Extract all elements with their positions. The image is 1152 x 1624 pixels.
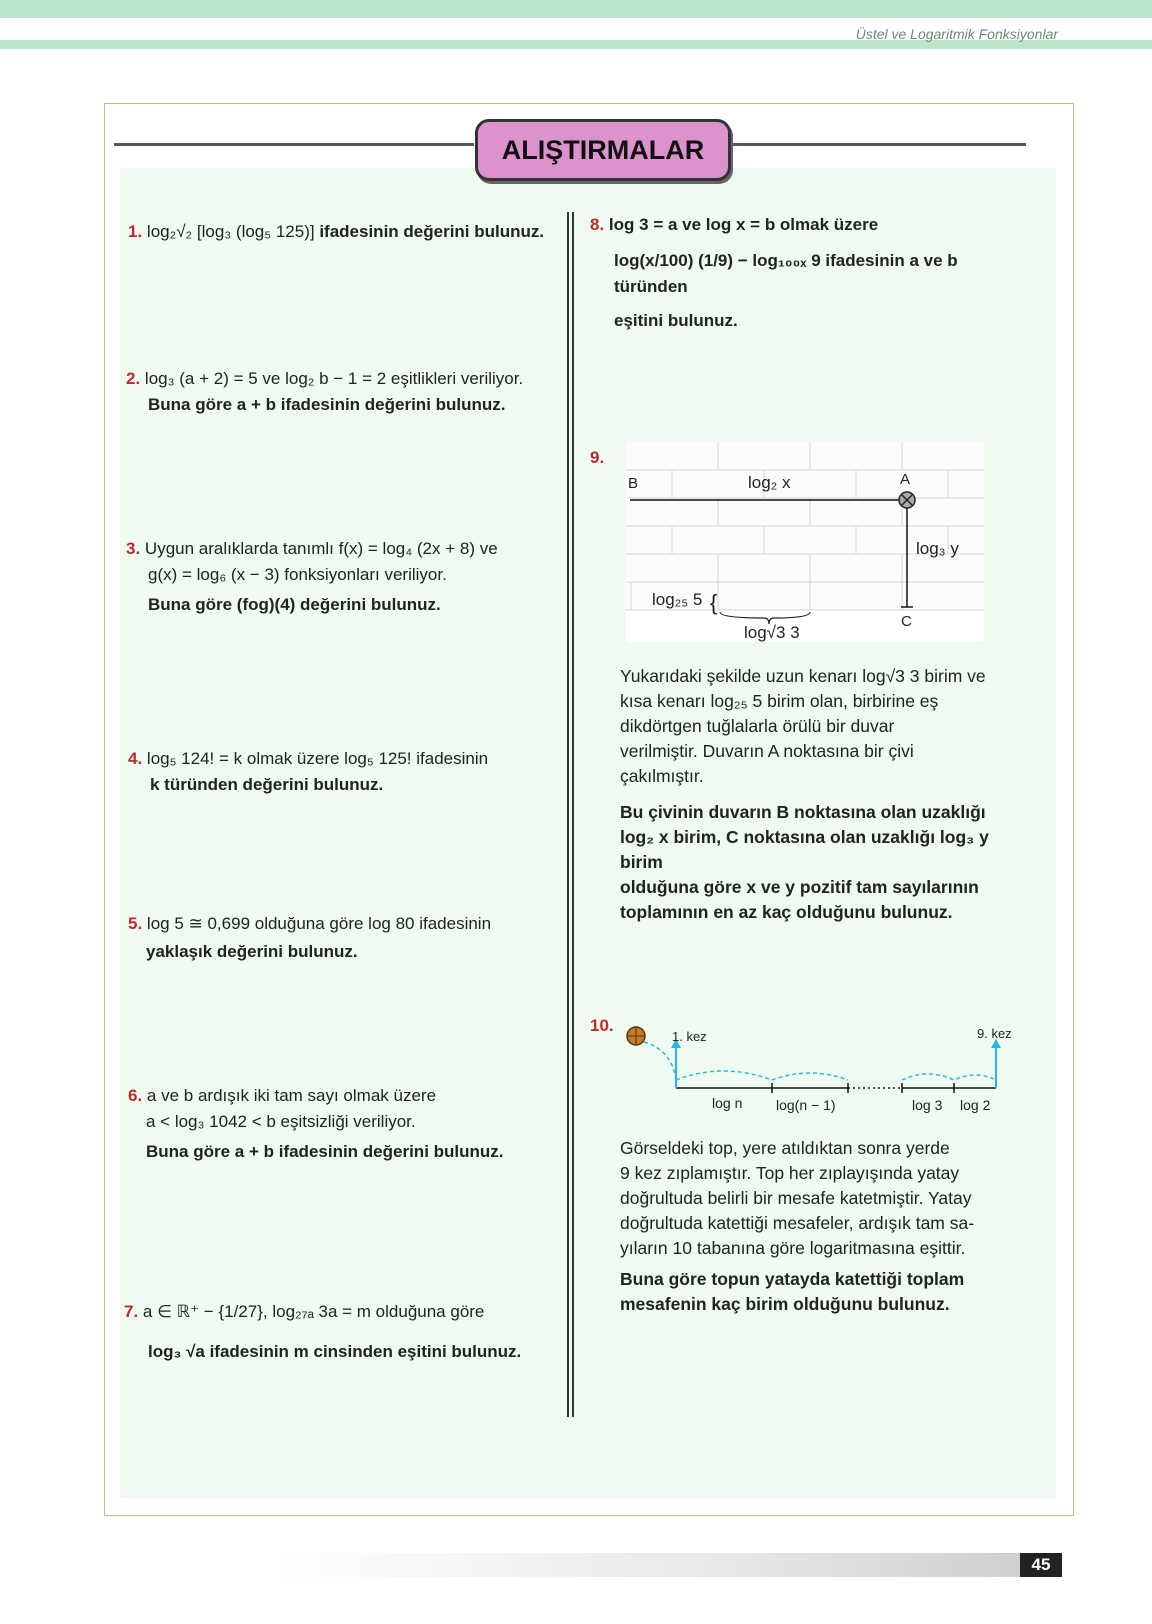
label-log-2: log 2 — [960, 1097, 991, 1113]
q4-line-1: log₅ 124! = k olmak üzere log₅ 125! ifadesinin — [146, 749, 489, 768]
footer-bar — [280, 1553, 1020, 1577]
column-divider-right — [572, 212, 574, 1417]
label-log25-5: log₂₅ 5 — [652, 590, 703, 609]
q2-line-2: Buna göre a + b ifadesinin değerini bulunuz. — [148, 395, 506, 414]
question-2: 2. log₃ (a + 2) = 5 ve log₂ b − 1 = 2 eşitlikleri veriliyor. Buna göre a + b ifadesinin değerini bulunuz. — [126, 366, 566, 418]
q5-line-1: log 5 ≅ 0,699 olduğuna göre log 80 ifadesinin — [146, 914, 492, 933]
q3-line-1: Uygun aralıklarda tanımlı f(x) = log₄ (2x + 8) ve — [144, 539, 498, 558]
q8-line-3: eşitini bulunuz. — [614, 311, 738, 330]
q9-question: Bu çivinin duvarın B noktasına olan uzaklığı log₂ x birim, C noktasına olan uzaklığı log₃ y birim olduğuna göre x ve y pozitif tam sayılarının toplamının en az kaç olduğunu bulunuz. — [620, 802, 989, 922]
q2-line-1: log₃ (a + 2) = 5 ve log₂ b − 1 = 2 eşitlikleri veriliyor. — [144, 369, 524, 388]
chapter-title: Üstel ve Logaritmik Fonksiyonlar — [855, 26, 1058, 42]
question-8: 8. log 3 = a ve log x = b olmak üzere log(x/100) (1/9) − log₁₀₀ₓ 9 ifadesinin a ve b türünden eşitini bulunuz. — [590, 212, 1030, 334]
question-4: 4. log₅ 124! = k olmak üzere log₅ 125! ifadesinin k türünden değerini bulunuz. — [128, 746, 568, 798]
label-log-n: log n — [712, 1095, 743, 1111]
q3-line-3: Buna göre (fog)(4) değerini bulunuz. — [148, 595, 441, 614]
label-last-bounce: 9. kez — [977, 1026, 1012, 1041]
question-1: 1. log₂√₂ [log₃ (log₅ 125)] ifadesinin değerini bulunuz. — [128, 222, 545, 241]
q6-line-2: a < log₃ 1042 < b eşitsizliği veriliyor. — [146, 1112, 416, 1131]
q10-question: Buna göre topun yatayda katettiği toplam mesafenin kaç birim olduğunu bulunuz. — [620, 1269, 965, 1314]
q1-text: ifadesinin değerini bulunuz. — [319, 222, 545, 241]
label-log3y: log₃ y — [916, 539, 959, 558]
title-rule-right — [726, 143, 1026, 146]
label-log-n-1: log(n − 1) — [776, 1097, 836, 1113]
brick-wall-diagram — [626, 442, 984, 642]
top-band — [0, 0, 1152, 18]
label-log2x: log₂ x — [748, 473, 791, 492]
q6-line-1: a ve b ardışık iki tam sayı olmak üzere — [146, 1086, 437, 1105]
label-b: B — [628, 475, 639, 492]
bounce-arcs-right — [902, 1074, 996, 1080]
q7-line-2: log₃ √a ifadesinin m cinsinden eşitini bulunuz. — [148, 1342, 522, 1361]
question-3: 3. Uygun aralıklarda tanımlı f(x) = log₄ (2x + 8) ve g(x) = log₆ (x − 3) fonksiyonları veriliyor. Buna göre (fog)(4) değerini bulunuz. — [126, 536, 566, 618]
q3-line-2: g(x) = log₆ (x − 3) fonksiyonları veriliyor. — [148, 565, 447, 584]
label-first-bounce: 1. kez — [672, 1029, 707, 1044]
q9-description: Yukarıdaki şekilde uzun kenarı log√3 3 birim ve kısa kenarı log₂₅ 5 birim olan, birbirine eş dikdörtgen tuğlalarla örülü bir duvar verilmiştir. Duvarın A noktasına bir çivi çakılmıştır. — [620, 666, 986, 786]
q8-line-2: log(x/100) (1/9) − log₁₀₀ₓ 9 ifadesinin a ve b türünden — [614, 251, 958, 296]
q1-expression: log₂√₂ [log₃ (log₅ 125)] — [146, 222, 315, 241]
q6-line-3: Buna göre a + b ifadesinin değerini bulunuz. — [146, 1142, 504, 1161]
page-number: 45 — [1020, 1553, 1062, 1577]
column-divider-left — [567, 212, 569, 1417]
question-7: 7. a ∈ ℝ⁺ − {1/27}, log₂₇ₐ 3a = m olduğuna göre log₃ √a ifadesinin m cinsinden eşitini bulunuz. — [124, 1299, 568, 1365]
q4-line-2: k türünden değerini bulunuz. — [150, 775, 384, 794]
section-title: ALIŞTIRMALAR — [475, 119, 731, 181]
bouncing-ball-diagram — [620, 1020, 1030, 1120]
question-10-number: 10. — [590, 1016, 614, 1035]
question-6: 6. a ve b ardışık iki tam sayı olmak üzere a < log₃ 1042 < b eşitsizliği veriliyor. Buna göre a + b ifadesinin değerini bulunuz. — [128, 1083, 568, 1165]
label-a: A — [900, 471, 911, 488]
label-log-r3: log√3 3 — [744, 623, 800, 642]
title-rule-left — [114, 143, 474, 146]
q7-line-1: a ∈ ℝ⁺ − {1/27}, log₂₇ₐ 3a = m olduğuna göre — [142, 1302, 485, 1321]
svg-text:{: { — [710, 590, 718, 615]
question-9-number: 9. — [590, 448, 605, 467]
bounce-arcs-left — [676, 1071, 848, 1080]
q8-line-1: log 3 = a ve log x = b olmak üzere — [608, 215, 879, 234]
q5-line-2: yaklaşık değerini bulunuz. — [146, 942, 358, 961]
label-c: C — [901, 613, 912, 630]
label-log-3: log 3 — [912, 1097, 943, 1113]
q10-description: Görseldeki top, yere atıldıktan sonra yerde 9 kez zıplamıştır. Top her zıplayışında yatay doğrultuda belirli bir mesafe katetmiştir. Yatay doğrultuda katettiği mesafeler, ardışık tam sa- yıların 10 tabanına göre logaritmasına eşittir. — [620, 1138, 975, 1258]
question-5: 5. log 5 ≅ 0,699 olduğuna göre log 80 ifadesinin yaklaşık değerini bulunuz. — [128, 911, 568, 965]
